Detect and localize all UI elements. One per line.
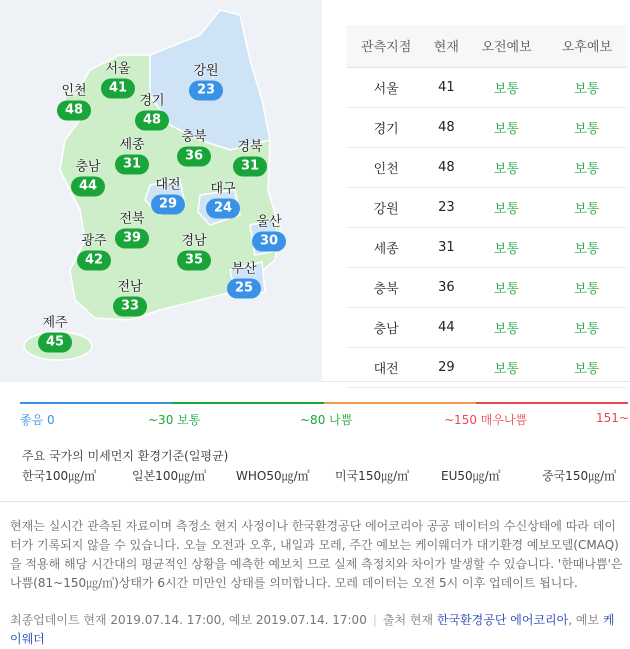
am-forecast: 보통 — [466, 307, 546, 347]
grade-legend — [20, 402, 628, 428]
pm-forecast: 보통 — [547, 147, 627, 187]
table-row — [346, 147, 627, 187]
station-name: 경기 — [346, 107, 426, 147]
station-name: 강원 — [346, 187, 426, 227]
col-header-current: 현재 — [426, 25, 466, 67]
region-gyeongbuk[interactable]: 경북 31 — [233, 140, 267, 177]
pm-forecast: 보통 — [547, 267, 627, 307]
pm-forecast: 보통 — [547, 187, 627, 227]
legend-bar-bad — [324, 402, 476, 404]
legend-very-bad-label: ~150 매우나쁨 — [444, 413, 528, 427]
region-ulsan[interactable]: 울산 30 — [252, 215, 286, 252]
standard-japan: 일본100㎍/㎥ — [132, 469, 207, 483]
station-name: 세종 — [346, 227, 426, 267]
region-seoul[interactable]: 서울 41 — [101, 62, 135, 99]
update-time: 최종업데이트 현재 2019.07.14. 17:00, 예보 2019.07.14. 17:00 — [10, 613, 367, 627]
region-daegu[interactable]: 대구 24 — [206, 182, 240, 219]
region-busan[interactable]: 부산 25 — [227, 262, 261, 299]
standard-korea: 한국100㎍/㎥ — [22, 469, 97, 483]
current-value: 23 — [426, 187, 466, 227]
table-row — [346, 347, 627, 387]
region-gangwon[interactable]: 강원 23 — [189, 64, 223, 101]
kweather-link[interactable]: 케이웨더 — [10, 613, 615, 646]
region-jeonnam[interactable]: 전남 33 — [113, 280, 147, 317]
standards-title: 주요 국가의 미세먼지 환경기준(일평균) — [22, 449, 229, 463]
region-sejong[interactable]: 세종 31 — [115, 138, 149, 175]
current-value: 31 — [426, 227, 466, 267]
pm-forecast: 보통 — [547, 227, 627, 267]
region-gwangju[interactable]: 광주 42 — [77, 234, 111, 271]
table-row — [346, 107, 627, 147]
update-info — [10, 611, 626, 649]
table-row — [346, 307, 627, 347]
am-forecast: 보통 — [466, 187, 546, 227]
am-forecast: 보통 — [466, 227, 546, 267]
legend-max-label: 151~ — [596, 411, 629, 425]
airkorea-link[interactable]: 한국환경공단 에어코리아 — [436, 613, 569, 627]
standard-who: WHO50㎍/㎥ — [236, 469, 310, 483]
legend-bar-normal — [172, 402, 324, 404]
table-row — [346, 267, 627, 307]
source-label: 출처 현재 — [382, 613, 434, 627]
region-gyeonggi[interactable]: 경기 48 — [135, 94, 169, 131]
standard-eu: EU50㎍/㎥ — [441, 469, 501, 483]
korea-map — [0, 0, 322, 382]
region-jeju[interactable]: 제주 45 — [38, 316, 72, 353]
divider: | — [372, 613, 377, 627]
standard-usa: 미국150㎍/㎥ — [335, 469, 410, 483]
pm-forecast: 보통 — [547, 347, 627, 387]
standard-china: 중국150㎍/㎥ — [542, 469, 617, 483]
col-header-pm-forecast: 오후예보 — [547, 25, 627, 67]
region-chungnam[interactable]: 충남 44 — [71, 160, 105, 197]
region-chungbuk[interactable]: 충북 36 — [177, 130, 211, 167]
current-value: 48 — [426, 147, 466, 187]
col-header-am-forecast: 오전예보 — [466, 25, 546, 67]
current-value: 36 — [426, 267, 466, 307]
am-forecast: 보통 — [466, 147, 546, 187]
table-header-row — [346, 25, 627, 67]
region-jeonbuk[interactable]: 전북 39 — [115, 212, 149, 249]
legend-bar-good — [20, 402, 172, 404]
forecast-label: , 예보 — [568, 613, 600, 627]
current-value: 41 — [426, 67, 466, 107]
divider — [0, 501, 630, 502]
legend-bar-very-bad — [476, 402, 628, 404]
table-row — [346, 187, 627, 227]
region-gyeongnam[interactable]: 경남 35 — [177, 234, 211, 271]
pm-forecast: 보통 — [547, 307, 627, 347]
current-value: 48 — [426, 107, 466, 147]
data-notice: 현재는 실시간 관측된 자료이며 측정소 현지 사정이나 한국환경공단 에어코리아 공공 데이터의 수신상태에 따라 데이터가 기록되지 않을 수 있습니다. 오늘 오전과 오후, 내일과 모레, 주간 예보는 케이웨더가 대기환경 예보모델(CMAQ)을 적용해 해당 시간대의 평균적인 상황을 예측한 예보치 므로 실제 측정치와 차이가 발생할 수 있습니다. '한때나쁨'은 나쁨(81~150㎍/㎥)상태가 6시간 미만인 상태를 의미합니다. 모레 데이터는 오전 5시 이후 업데이트 됩니다. — [10, 519, 623, 590]
current-value: 44 — [426, 307, 466, 347]
station-name: 대전 — [346, 347, 426, 387]
station-name: 충북 — [346, 267, 426, 307]
region-incheon[interactable]: 인천 48 — [57, 84, 91, 121]
table-row — [346, 67, 627, 107]
legend-good-label: 좋음 0 — [20, 413, 55, 427]
station-name: 서울 — [346, 67, 426, 107]
pm-forecast: 보통 — [547, 107, 627, 147]
am-forecast: 보통 — [466, 107, 546, 147]
pm-forecast: 보통 — [547, 67, 627, 107]
station-name: 충남 — [346, 307, 426, 347]
station-table — [346, 25, 627, 388]
col-header-station: 관측지점 — [346, 25, 426, 67]
legend-normal-label: ~30 보통 — [148, 413, 201, 427]
table-row — [346, 227, 627, 267]
station-name: 인천 — [346, 147, 426, 187]
am-forecast: 보통 — [466, 67, 546, 107]
am-forecast: 보통 — [466, 347, 546, 387]
legend-bad-label: ~80 나쁨 — [300, 413, 353, 427]
region-daejeon[interactable]: 대전 29 — [151, 178, 185, 215]
am-forecast: 보통 — [466, 267, 546, 307]
current-value: 29 — [426, 347, 466, 387]
